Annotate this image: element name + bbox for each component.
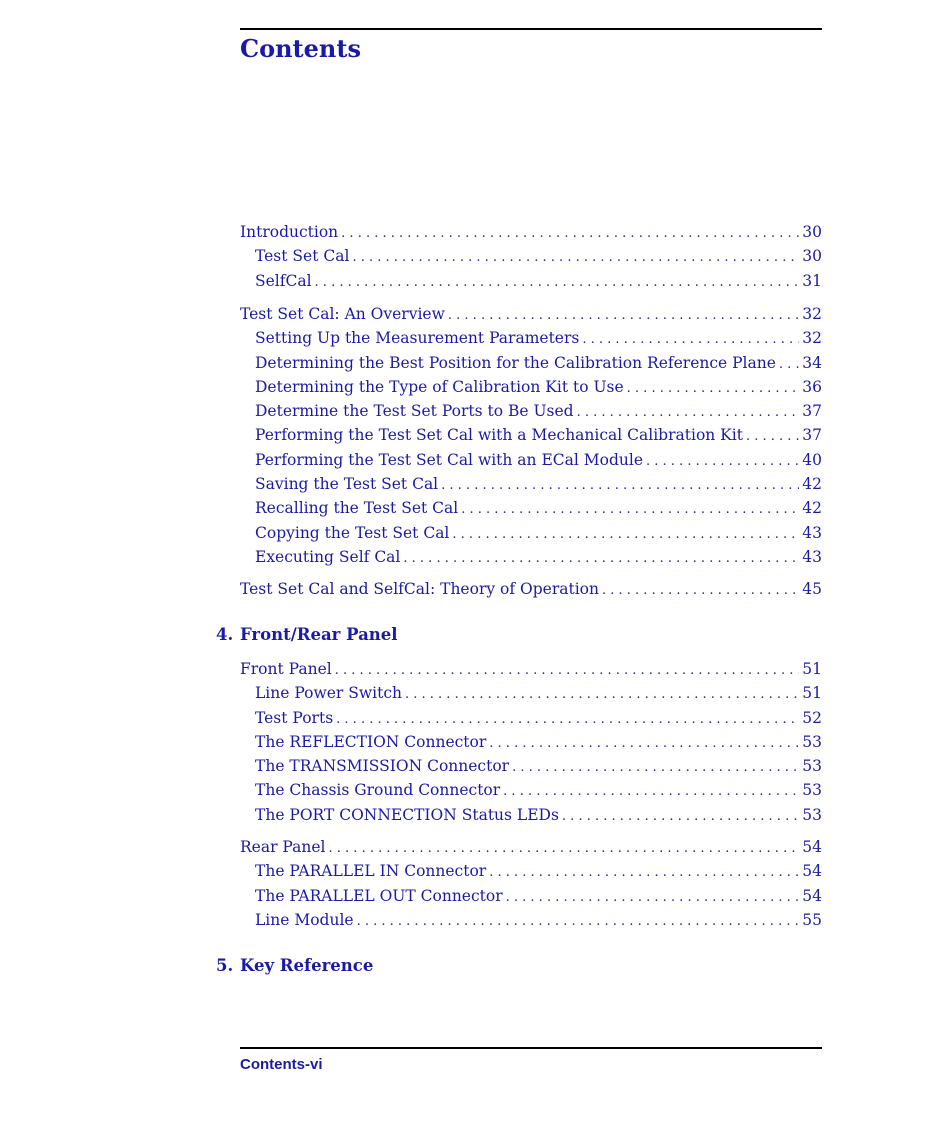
toc-entry[interactable] [240, 681, 822, 705]
dot-leader [461, 498, 799, 522]
toc-entry-title: Line Module [255, 910, 354, 929]
toc-entry-page: 53 [802, 805, 822, 824]
toc-entry-title: Performing the Test Set Cal with a Mechanical Calibration Kit [255, 426, 743, 445]
toc-entry-page: 42 [802, 475, 822, 494]
toc-entry-title: The Chassis Ground Connector [255, 781, 501, 800]
page-footer: Contents-vi [240, 1056, 323, 1073]
toc-entry-title: Saving the Test Set Cal [255, 475, 439, 494]
dot-leader [315, 271, 799, 295]
toc-entry-title: Front Panel [240, 660, 332, 678]
toc-entry-title: Setting Up the Measurement Parameters [255, 329, 580, 348]
toc-entry[interactable] [240, 778, 822, 802]
toc-entry-page: 31 [802, 271, 822, 290]
toc-entry-title: The PARALLEL IN Connector [255, 862, 487, 881]
dot-leader [405, 683, 799, 707]
toc-entry-title: The REFLECTION Connector [255, 732, 487, 751]
toc-entry-page: 51 [802, 660, 822, 678]
toc-entry[interactable] [240, 472, 822, 496]
toc-entry[interactable] [240, 908, 822, 932]
chapter-title: Key Reference [240, 956, 374, 975]
toc-entry-page: 53 [802, 781, 822, 800]
toc-entry[interactable] [240, 521, 822, 545]
toc-entry-page: 37 [802, 402, 822, 421]
toc-entry-page: 32 [802, 305, 822, 323]
toc-entry-title: Recalling the Test Set Cal [255, 499, 459, 518]
toc-entry-title: SelfCal [255, 271, 312, 290]
toc-entry-page: 54 [802, 886, 822, 905]
toc-entry-page: 55 [802, 910, 822, 929]
toc-entry-title: Introduction [240, 223, 339, 241]
dot-leader [352, 246, 799, 270]
toc-entry-page: 34 [802, 353, 822, 372]
toc-entry[interactable] [240, 657, 822, 681]
toc-entry-title: Rear Panel [240, 838, 326, 856]
dot-leader [779, 353, 799, 377]
dot-leader [452, 523, 799, 547]
toc-entry[interactable] [240, 706, 822, 730]
top-rule [240, 28, 822, 30]
toc-entry-title: Test Set Cal and SelfCal: Theory of Operation [240, 580, 599, 598]
toc-entry[interactable] [240, 399, 822, 423]
toc-entry-title: Copying the Test Set Cal [255, 523, 450, 542]
toc-group-theory [240, 577, 822, 601]
dot-leader [448, 304, 799, 328]
dot-leader [512, 756, 799, 780]
toc-entry[interactable] [240, 730, 822, 754]
chapter-number: 5. [216, 956, 234, 975]
toc-entry[interactable] [240, 496, 822, 520]
toc-entry[interactable] [240, 803, 822, 827]
toc-entry[interactable] [240, 351, 822, 375]
dot-leader [336, 708, 799, 732]
toc-entry[interactable] [240, 244, 822, 268]
toc-entry-title: Performing the Test Set Cal with an ECal Module [255, 450, 643, 469]
toc-entry[interactable] [240, 423, 822, 447]
toc-entry[interactable] [240, 859, 822, 883]
dot-leader [746, 425, 799, 449]
toc-entry-page: 30 [802, 247, 822, 266]
toc-entry-title: Test Set Cal [255, 247, 350, 266]
toc-entry[interactable] [240, 448, 822, 472]
toc-entry-page: 43 [802, 523, 822, 542]
chapter-number: 4. [216, 625, 234, 644]
toc-entry[interactable] [240, 220, 822, 244]
chapter-heading-4[interactable] [216, 625, 398, 644]
dot-leader [335, 659, 799, 683]
toc-entry-title: The TRANSMISSION Connector [255, 757, 510, 776]
toc-entry-title: Executing Self Cal [255, 547, 401, 566]
toc-entry[interactable] [240, 302, 822, 326]
toc-entry-page: 36 [802, 377, 822, 396]
toc-entry-title: The PORT CONNECTION Status LEDs [255, 805, 559, 824]
toc-entry[interactable] [240, 545, 822, 569]
toc-entry-title: Determining the Best Position for the Calibration Reference Plane [255, 353, 776, 372]
page-title: Contents [240, 34, 361, 63]
toc-entry[interactable] [240, 326, 822, 350]
toc-entry[interactable] [240, 884, 822, 908]
toc-entry-title: The PARALLEL OUT Connector [255, 886, 503, 905]
dot-leader [562, 805, 799, 829]
toc-entry-page: 54 [802, 838, 822, 856]
dot-leader [357, 910, 799, 934]
dot-leader [441, 474, 799, 498]
toc-entry-page: 54 [802, 862, 822, 881]
toc-group-rear-panel [240, 835, 822, 932]
toc-entry-page: 37 [802, 426, 822, 445]
dot-leader [341, 222, 799, 246]
dot-leader [403, 547, 799, 571]
toc-entry-title: Determine the Test Set Ports to Be Used [255, 402, 574, 421]
dot-leader [646, 450, 799, 474]
toc-entry-title: Test Set Cal: An Overview [240, 305, 445, 323]
toc-entry-page: 30 [802, 223, 822, 241]
toc-entry-page: 32 [802, 329, 822, 348]
dot-leader [503, 780, 799, 804]
toc-group-overview [240, 302, 822, 569]
dot-leader [489, 732, 799, 756]
toc-entry-title: Test Ports [255, 708, 334, 727]
toc-entry-page: 51 [802, 684, 822, 703]
toc-group-front-panel [240, 657, 822, 827]
dot-leader [602, 579, 799, 603]
toc-entry-title: Line Power Switch [255, 684, 402, 703]
dot-leader [329, 837, 799, 861]
toc-entry[interactable] [240, 754, 822, 778]
dot-leader [582, 328, 799, 352]
toc-entry-page: 43 [802, 547, 822, 566]
toc-entry-page: 52 [802, 708, 822, 727]
dot-leader [506, 886, 799, 910]
toc-group-introduction [240, 220, 822, 293]
toc-entry-title: Determining the Type of Calibration Kit to Use [255, 377, 624, 396]
toc-entry[interactable] [240, 375, 822, 399]
toc-entry-page: 45 [802, 580, 822, 598]
toc-entry-page: 53 [802, 757, 822, 776]
dot-leader [627, 377, 799, 401]
toc-entry[interactable] [240, 269, 822, 293]
toc-entry-page: 42 [802, 499, 822, 518]
dot-leader [577, 401, 799, 425]
toc-entry[interactable] [240, 577, 822, 601]
toc-entry-page: 40 [802, 450, 822, 469]
toc-entry-page: 53 [802, 732, 822, 751]
chapter-title: Front/Rear Panel [240, 625, 398, 644]
dot-leader [489, 861, 799, 885]
chapter-heading-5[interactable] [216, 956, 373, 975]
bottom-rule [240, 1047, 822, 1049]
toc-entry[interactable] [240, 835, 822, 859]
